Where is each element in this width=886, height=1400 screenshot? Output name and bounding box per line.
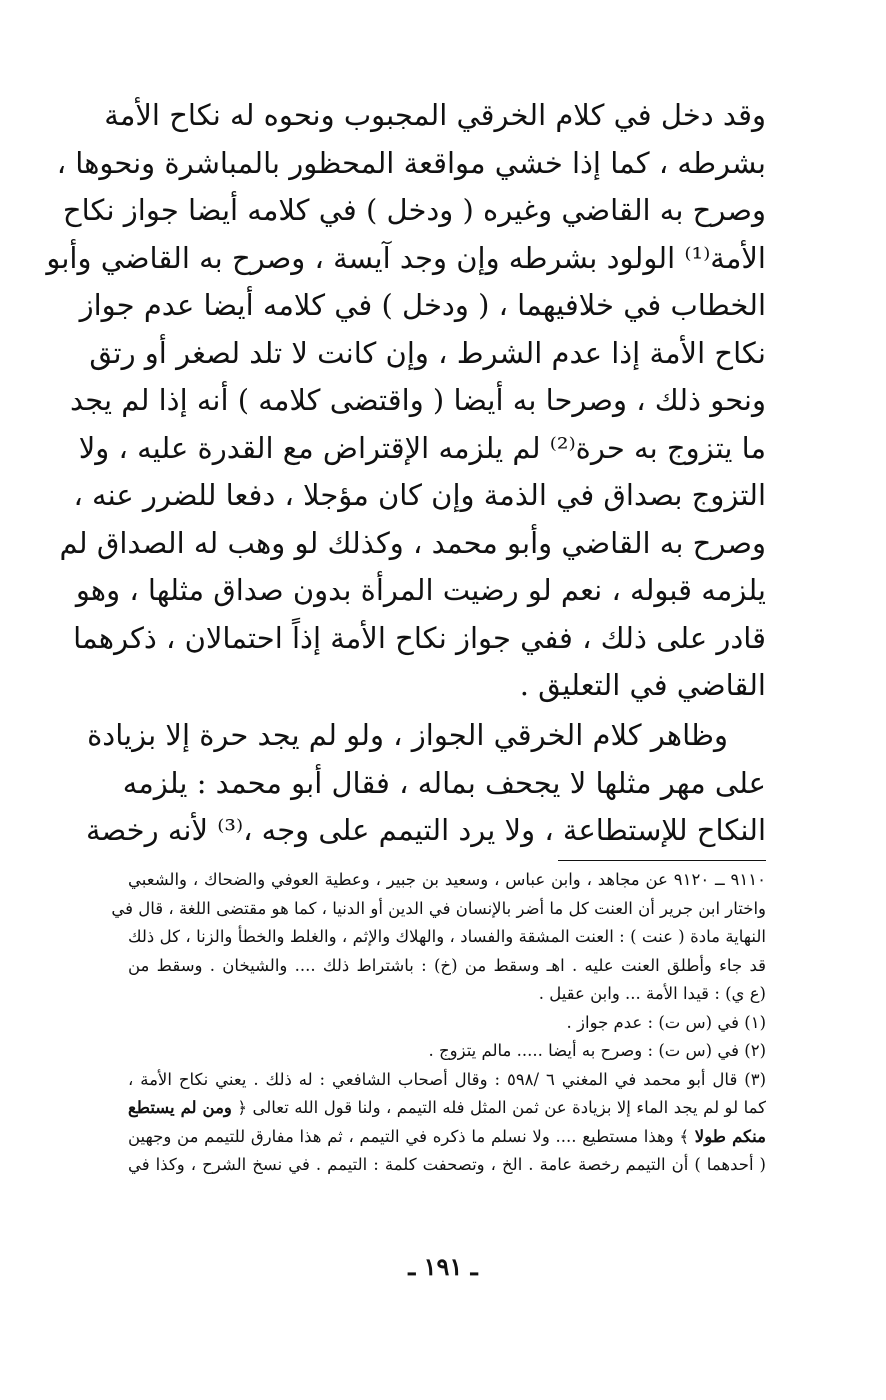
text-line: الأمة⁽¹⁾ الولود بشرطه وإن وجد آيسة ، وصرح به القاضي وأبو xyxy=(46,240,766,275)
text-line: القاضي في التعليق . xyxy=(519,668,766,702)
text-line: يلزمه قبوله ، نعم لو رضيت المرأة بدون صداق مثلها ، وهو xyxy=(75,573,766,607)
footnote-divider xyxy=(558,860,766,861)
footnotes xyxy=(111,866,767,1180)
quran-phrase: منكم طولا xyxy=(694,1126,766,1146)
text-line: ما يتزوج به حرة⁽²⁾ لم يلزمه الإقتراض مع القدرة عليه ، ولا xyxy=(78,430,766,465)
text-line: على مهر مثلها لا يجحف بماله ، فقال أبو محمد : يلزمه xyxy=(122,765,766,800)
footnote-line: قد جاء وأطلق العنت عليه . اهـ وسقط من (خ) : باشتراط ذلك .... والشيخان . وسقط من xyxy=(128,955,766,975)
main-paragraph-2 xyxy=(85,712,766,855)
text-line: قادر على ذلك ، ففي جواز نكاح الأمة إذاً احتمالان ، ذكرهما xyxy=(73,620,766,655)
footnote-3: (٣) قال أبو محمد في المغني ٦ /٥٩٨ : وقال أصحاب الشافعي : له ذلك . يعني نكاح الأمة ، xyxy=(128,1069,767,1089)
footnote-1: (١) في (س ت) : عدم جواز . xyxy=(566,1012,766,1032)
footnote-line: ٩١١٠ ــ ٩١٢٠ عن مجاهد ، وابن عباس ، وسعيد بن جبير ، وعطية العوفي والضحاك ، والشعبي xyxy=(128,870,766,889)
text-line: النكاح للإستطاعة ، ولا يرد التيمم على وجه ،⁽³⁾ لأنه رخصة xyxy=(85,813,766,847)
main-paragraph-1 xyxy=(46,92,766,710)
text-line: وظاهر كلام الخرقي الجواز ، ولو لم يجد حرة إلا بزيادة xyxy=(87,718,728,752)
footnote-line: كما لو لم يجد الماء إلا بزيادة عن ثمن المثل فله التيمم ، ولنا قول الله تعالى ﴿ ومن لم يستطع xyxy=(128,1098,766,1117)
quran-phrase: ومن لم يستطع xyxy=(128,1098,232,1117)
text-line: وصرح به القاضي وغيره ( ودخل ) في كلامه أيضا جواز نكاح xyxy=(62,193,766,227)
footnote-line: ( أحدهما ) أن التيمم رخصة عامة . الخ ، وتصحفت كلمة : التيمم . في نسخ الشرح ، وكذا في xyxy=(128,1155,766,1174)
footnote-line: (ع ي) : قيدا الأمة ... وابن عقيل . xyxy=(538,984,766,1003)
text-line: نكاح الأمة إذا عدم الشرط ، وإن كانت لا تلد لصغر أو رتق xyxy=(89,335,766,370)
text-line: وقد دخل في كلام الخرقي المجبوب ونحوه له نكاح الأمة xyxy=(104,98,766,132)
footnote-line: النهاية مادة ( عنت ) : العنت المشقة والفساد ، والهلاك والإثم ، والغلط والخطأ والزنا ، كل ذلك xyxy=(128,927,766,946)
text-line: بشرطه ، كما إذا خشي مواقعة المحظور بالمباشرة ونحوها ، xyxy=(56,145,766,180)
text-line: وصرح به القاضي وأبو محمد ، وكذلك لو وهب له الصداق لم xyxy=(59,525,766,560)
page-number: ـ ١٩١ ـ xyxy=(408,1252,478,1281)
footnote-2: (٢) في (س ت) : وصرح به أيضا ..... مالم يتزوج . xyxy=(428,1041,766,1060)
text-line: الخطاب في خلافيهما ، ( ودخل ) في كلامه أيضا عدم جواز xyxy=(79,288,766,322)
footnote-line: واختار ابن جرير أن العنت كل ما أضر بالإنسان في الدين أو الدنيا ، كما هو مقتضى اللغة ، قال في xyxy=(111,898,766,918)
text-line: التزوج بصداق في الذمة وإن كان مؤجلا ، دفعا للضرر عنه ، xyxy=(73,478,766,512)
text-line: ونحو ذلك ، وصرحا به أيضا ( واقتضى كلامه ) أنه إذا لم يجد xyxy=(70,383,766,417)
footnote-line: منكم طولا ﴾ وهذا مستطيع .... ولا نسلم ما ذكره في التيمم ، ثم هذا مفارق للتيمم من وجهين xyxy=(128,1126,766,1146)
